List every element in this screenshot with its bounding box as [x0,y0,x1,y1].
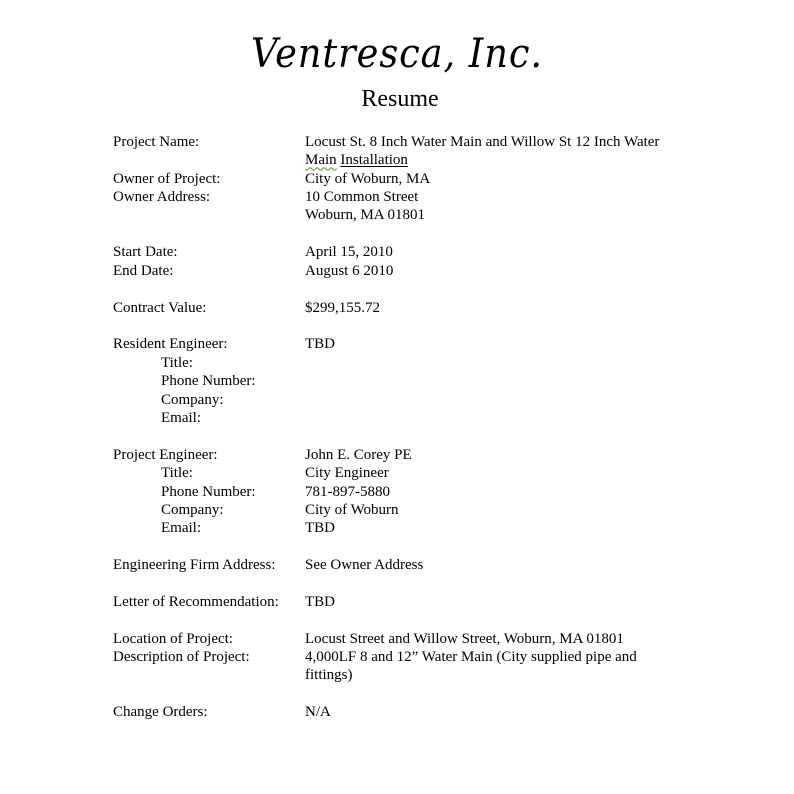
location-label: Location of Project: [113,631,233,647]
contract-value-label: Contract Value: [113,300,207,316]
project-engineer-label: Project Engineer: [113,447,218,463]
owner-value: City of Woburn, MA [305,171,431,187]
project-engineer-phone-value: 781-897-5880 [305,484,390,500]
project-name-label: Project Name: [113,134,200,150]
recommendation-label: Letter of Recommendation: [113,594,279,610]
end-date-label: End Date: [113,263,174,279]
project-engineer-company-value: City of Woburn [305,502,399,518]
document-title: Resume [361,86,439,112]
engineering-firm-value: See Owner Address [305,557,424,573]
owner-address-line2: Woburn, MA 01801 [305,207,426,224]
resident-engineer-company-label: Company: [161,392,224,408]
start-date-label: Start Date: [113,244,178,260]
project-engineer-title-value: City Engineer [305,465,389,481]
project-name-line2-a: Main [305,152,337,169]
project-name-line1: Locust St. 8 Inch Water Main and Willow St 12 Inch Water [305,134,660,150]
project-engineer-phone-label: Phone Number: [161,484,256,500]
project-name-value [305,133,705,170]
resident-engineer-label: Resident Engineer: [113,336,228,352]
description-value: 4,000LF 8 and 12” Water Main (City supplied pipe and fittings) [305,649,637,684]
project-engineer-value: John E. Corey PE [305,447,412,463]
project-engineer-company-label: Company: [161,502,224,518]
project-engineer-email-value: TBD [305,520,335,536]
end-date-value: August 6 2010 [305,263,394,279]
change-orders-label: Change Orders: [113,704,208,720]
owner-label: Owner of Project: [113,171,221,187]
project-name-line2-b: Installation [340,152,408,169]
owner-address-line1: 10 Common Street [305,189,419,205]
project-engineer-title-label: Title: [161,465,193,481]
description-label: Description of Project: [113,649,250,665]
resident-engineer-email-label: Email: [161,410,201,426]
location-value: Locust Street and Willow Street, Woburn, MA 01801 [305,631,624,647]
start-date-value: April 15, 2010 [305,244,393,260]
resident-engineer-value: TBD [305,336,335,352]
recommendation-value: TBD [305,594,335,610]
company-logo: Ventresca, Inc. [250,31,544,77]
owner-address-label: Owner Address: [113,189,211,205]
owner-address-value [305,188,705,225]
engineering-firm-label: Engineering Firm Address: [113,557,276,573]
contract-value-value: $299,155.72 [305,300,380,316]
resident-engineer-phone-label: Phone Number: [161,373,256,389]
project-engineer-email-label: Email: [161,520,201,536]
resident-engineer-title-label: Title: [161,355,193,371]
change-orders-value: N/A [305,704,331,720]
